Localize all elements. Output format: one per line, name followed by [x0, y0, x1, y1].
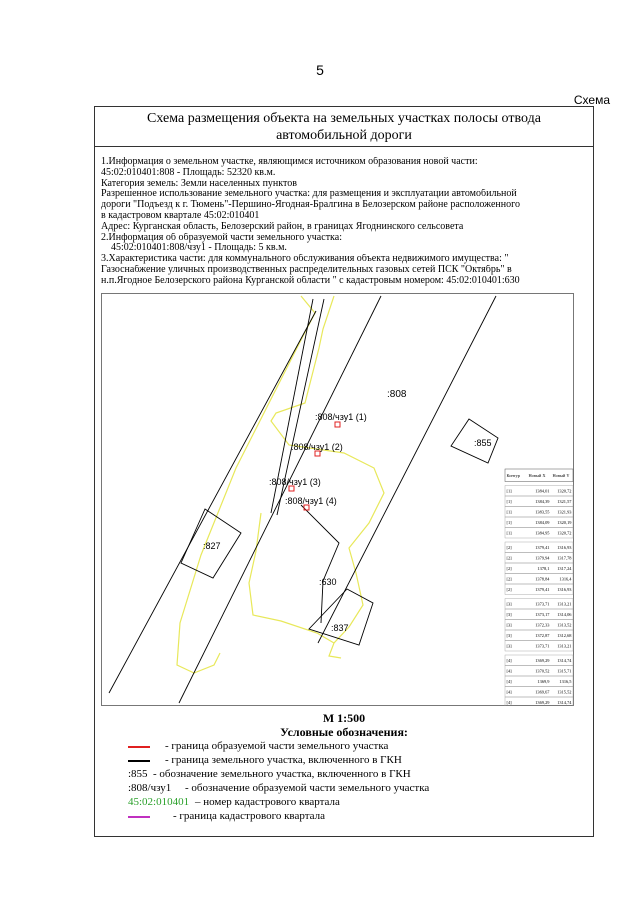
table-cell: 1372,33: [535, 622, 550, 628]
legend-text: - обозначение земельного участка, включенного в ГКН: [153, 768, 411, 780]
table-cell: [3]: [506, 643, 512, 649]
table-cell: 1369,9: [537, 679, 550, 684]
info-line: в кадастровом квартале 45:02:010401: [101, 210, 260, 221]
schema-title: [95, 110, 593, 144]
parcel-label: :855: [474, 438, 492, 448]
legend-text: – номер кадастрового квартала: [195, 796, 340, 808]
info-line: Адрес: Курганская область, Белозерский район, в границах Ягоднинского сельсовета: [101, 221, 464, 232]
info-line: 1.Информация о земельном участке, являющимся источником образования новой части:: [101, 157, 478, 167]
table-cell: 1373,17: [535, 612, 550, 617]
table-cell: 1383,55: [535, 509, 550, 515]
table-cell: [2]: [506, 576, 512, 582]
table-cell: [3]: [506, 622, 512, 628]
table-cell: 1316,5: [559, 679, 572, 684]
table-cell: 1314,06: [557, 612, 572, 617]
legend-item: [95, 767, 593, 781]
table-cell: 1314,74: [557, 700, 572, 705]
page-number: 5: [316, 62, 324, 78]
parcel-line: [301, 505, 339, 623]
table-cell: 1373,71: [535, 643, 550, 649]
table-cell: [4]: [506, 658, 512, 663]
schema-label: Схема: [573, 93, 610, 107]
legend-item: [95, 781, 593, 795]
part-label: :808/чзу1 (1): [315, 412, 367, 422]
schema-frame: [94, 106, 594, 837]
legend-text: - обозначение образуемой части земельного участка: [185, 782, 430, 794]
table-cell: [4]: [506, 700, 512, 705]
table-cell: [1]: [506, 509, 512, 515]
parcel-label: :827: [203, 541, 221, 551]
table-cell: [3]: [506, 612, 512, 617]
info-line: дороги "Подъезд к г. Тюмень"-Першино-Ягодная-Бралгина в Белозерском районе расположенного: [101, 200, 520, 211]
table-cell: 1379,41: [535, 587, 550, 592]
table-cell: 1316,4: [559, 576, 572, 582]
table-cell: 1320,72: [557, 530, 572, 536]
part-label: :808/чзу1 (3): [269, 477, 321, 487]
table-cell: 1384,95: [535, 530, 550, 536]
table-cell: [2]: [506, 555, 512, 561]
table-cell: 1384,39: [535, 499, 550, 504]
table-cell: 1384,01: [535, 488, 550, 494]
coordinates-table: [505, 469, 573, 706]
title-line: автомобильной дороги: [276, 128, 412, 143]
table-cell: 1316,93: [557, 545, 572, 550]
table-cell: [4]: [506, 668, 512, 674]
table-cell: [3]: [506, 601, 512, 607]
parcel-label: :630: [319, 577, 337, 587]
table-cell: [1]: [506, 488, 512, 494]
black-line-swatch: [128, 760, 150, 762]
info-line: 45:02:010401:808 - Площадь: 52320 кв.м.: [101, 167, 276, 178]
table-cell: 1373,71: [535, 601, 550, 607]
legend-text: - граница образуемой части земельного участка: [165, 740, 389, 752]
table-cell: [4]: [506, 679, 512, 684]
table-cell: 1369,29: [535, 658, 550, 663]
info-line: н.п.Ягодное Белозерского района Курганской области " с кадастровым номером: 45:02:010401:630: [101, 275, 520, 286]
cadastral-map: [101, 293, 574, 706]
legend-title: Условные обозначения:: [280, 725, 408, 739]
table-cell: [1]: [506, 499, 512, 504]
table-cell: 1384,09: [535, 520, 550, 525]
info-line: Категория земель: Земли населенных пунктов: [101, 178, 297, 189]
table-cell: 1320,72: [557, 488, 572, 494]
table-cell: 1378,84: [535, 576, 550, 582]
table-cell: [3]: [506, 633, 512, 638]
table-cell: 1315,71: [557, 668, 572, 674]
table-cell: 1316,93: [557, 587, 572, 592]
table-cell: [2]: [506, 587, 512, 592]
legend: [95, 711, 593, 823]
table-cell: 1369,67: [535, 689, 550, 695]
legend-item: [95, 809, 593, 823]
info-line: Газоснабжение уличных производственных распределительных газовых сетей ПСК "Октябрь" в: [101, 264, 512, 275]
info-line: 3.Характеристика части: для коммунального обслуживания объекта недвижимого имущества: ": [101, 254, 509, 265]
table-cell: [4]: [506, 689, 512, 695]
map-border: [102, 294, 574, 706]
legend-code: :808/чзу1: [128, 782, 172, 794]
parcel-info: [101, 157, 587, 287]
table-cell: 1379,94: [535, 555, 550, 561]
info-line: 45:02:010401:808/чзу1 - Площадь: 5 кв.м.: [111, 243, 287, 254]
table-cell: [2]: [506, 545, 512, 550]
info-line: 2.Информация об образуемой части земельного участка:: [101, 232, 342, 243]
title-line: Схема размещения объекта на земельных участках полосы отвода: [147, 111, 541, 126]
parcel-label: :808: [387, 389, 407, 400]
part-label: :808/чзу1 (4): [285, 496, 337, 506]
legend-code: :855: [128, 768, 148, 780]
table-cell: 1321,93: [557, 509, 572, 515]
table-header: Новый Y: [552, 473, 570, 478]
red-line-swatch: [128, 746, 150, 748]
legend-item: [95, 795, 593, 809]
table-cell: 1312,68: [557, 633, 572, 638]
title-divider: [95, 146, 593, 147]
legend-text: - граница кадастрового квартала: [173, 810, 325, 822]
table-cell: 1378,1: [537, 566, 550, 571]
table-cell: [2]: [506, 566, 512, 571]
table-cell: 1379,41: [535, 545, 550, 550]
legend-code: 45:02:010401: [128, 796, 190, 808]
scale-label: М 1:500: [322, 711, 366, 725]
legend-item: [95, 753, 593, 767]
table-cell: [1]: [506, 520, 512, 525]
legend-item: [95, 739, 593, 753]
table-cell: 1313,21: [557, 643, 572, 649]
part-marker-1: [335, 422, 340, 427]
table-header: Новый X: [528, 473, 546, 478]
table-cell: 1314,74: [557, 658, 572, 663]
table-cell: 1320,19: [557, 520, 572, 525]
magenta-line-swatch: [128, 816, 150, 818]
table-cell: 1315,52: [557, 689, 572, 695]
table-cell: 1317,24: [557, 566, 572, 571]
table-cell: 1372,87: [535, 633, 550, 638]
info-line: Разрешенное использование земельного участка: для размещения и эксплуатации автомобильной: [101, 189, 517, 200]
table-cell: [1]: [506, 530, 512, 536]
table-cell: 1369,29: [535, 700, 550, 705]
table-cell: 1313,52: [557, 622, 572, 628]
table-cell: 1321,57: [557, 499, 572, 504]
legend-text: - граница земельного участка, включенного в ГКН: [165, 754, 402, 766]
table-cell: 1317,78: [557, 555, 572, 561]
table-cell: 1313,21: [557, 601, 572, 607]
part-label: :808/чзу1 (2): [291, 442, 343, 452]
table-header: Контур: [506, 473, 521, 478]
table-cell: 1370,52: [535, 668, 550, 674]
parcel-label: :837: [331, 623, 349, 633]
